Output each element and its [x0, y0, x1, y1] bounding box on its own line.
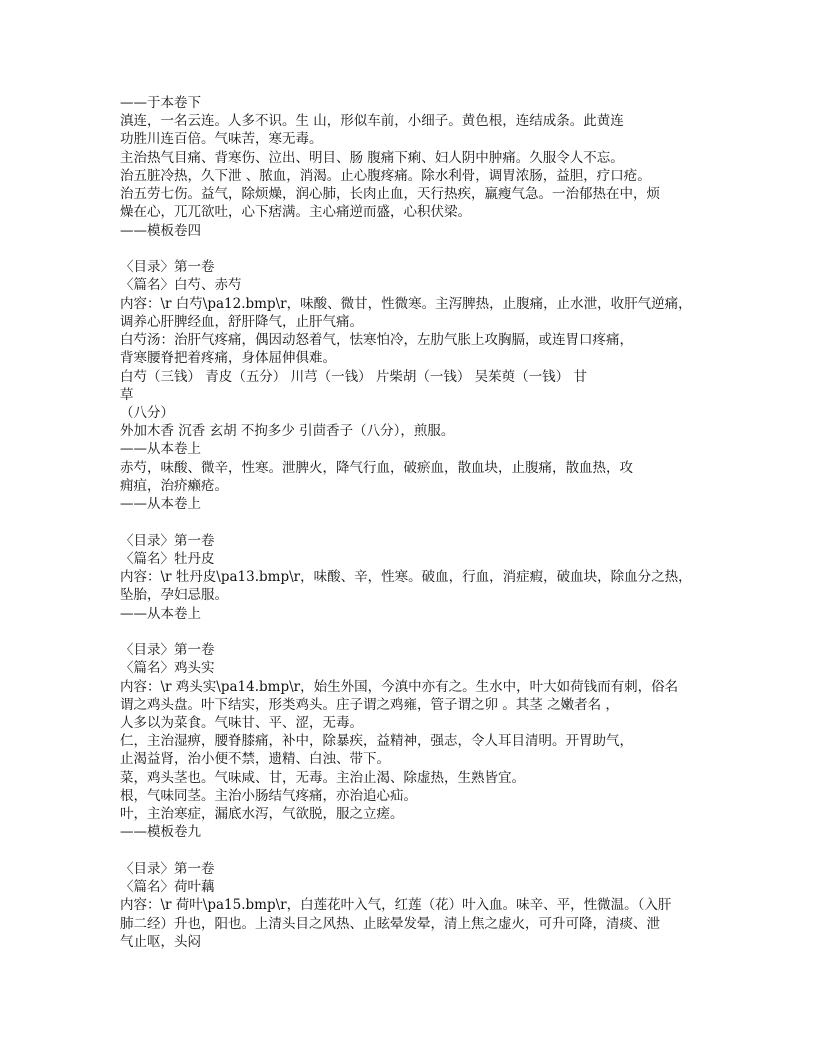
text-line: 痈疽，治疥癞疮。 [120, 477, 228, 494]
text-line: 根，气味同茎。主治小肠结气疼痛，亦治追心疝。 [120, 787, 417, 804]
source-line: ——模板卷九 [120, 824, 201, 841]
text-line: 〈篇名〉牡丹皮 [120, 550, 215, 567]
text-line: 坠胎，孕妇忌服。 [120, 587, 228, 604]
text-line: 主治热气目痛、背寒伤、泣出、明目、肠 腹痛下痢、妇人阴中肿痛。久服令人不忘。 [120, 149, 624, 166]
text-line: 外加木香 沉香 玄胡 不拘多少 引茴香子（八分），煎服。 [120, 423, 455, 440]
text-line: （八分） [120, 404, 174, 421]
text-line: 内容：\r 荷叶\pa15.bmp\r，白莲花叶入气，红莲（花）叶入血。味辛、平，性微温。（入肝 [120, 897, 672, 914]
source-line: ——于本卷下 [120, 95, 201, 111]
text-line: 〈篇名〉白芍、赤芍 [120, 277, 242, 294]
text-line: 气止呕，头闷 [120, 933, 201, 950]
text-line: 治五脏冷热，久下泄 、脓血，消渴。止心腹疼痛。除水利骨，调胃浓肠，益胆，疗口疮。 [120, 167, 651, 184]
text-line: 谓之鸡头盘。叶下结实，形类鸡头。庄子谓之鸡雍，管子谓之卯 。其茎 之嫩者名 ， [120, 696, 619, 713]
text-line: 〈目录〉第一卷 [120, 642, 215, 659]
blank-line [120, 240, 720, 258]
source-line: ——从本卷上 [120, 605, 201, 622]
text-line: 〈篇名〉鸡头实 [120, 660, 215, 677]
text-line: 燥在心，兀兀欲吐，心下痞满。主心痛逆而盛，心积伏梁。 [120, 204, 471, 221]
text-line: 滇连，一名云连。人多不识。生 山，形似车前，小细子。黄色根，连结成条。此黄连 [120, 113, 624, 130]
text-line: 内容：\r 白芍\pa12.bmp\r，味酸、微甘，性微寒。主泻脾热，止腹痛，止水泄，收肝气逆痛， [120, 295, 692, 312]
text-line: 白芍（三钱） 青皮（五分） 川芎（一钱） 片柴胡（一钱） 吴茱萸（一钱） 甘 [120, 368, 587, 385]
text-line: 内容：\r 鸡头实\pa14.bmp\r，始生外国，今滇中亦有之。生水中，叶大如荷钱而有刺，俗名 [120, 678, 679, 695]
text-line: 〈篇名〉荷叶藕 [120, 879, 215, 896]
blank-line [120, 842, 720, 860]
text-line: 功胜川连百倍。气味苦，寒无毒。 [120, 131, 323, 148]
text-line: 草 [120, 386, 134, 403]
text-line: 〈目录〉第一卷 [120, 259, 215, 276]
text-line: 止渴益肾，治小便不禁，遗精、白浊、带下。 [120, 751, 390, 768]
text-line: 白芍汤：治肝气疼痛，偶因动怒着气，怯寒怕冷，左肋气胀上攻胸膈，或连胃口疼痛， [120, 332, 633, 349]
text-line: 肺二经）升也，阳也。上清头目之风热、止眩晕发晕，清上焦之虚火，可升可降，清痰、泄 [120, 915, 660, 932]
text-line: 〈目录〉第一卷 [120, 860, 215, 877]
text-line: 赤芍，味酸、微辛，性寒。泄脾火，降气行血，破瘀血，散血块，止腹痛，散血热，攻 [120, 459, 633, 476]
text-line: 背寒腰脊把着疼痛，身体屈伸俱难。 [120, 350, 336, 367]
text-line: 调养心肝脾经血，舒肝降气，止肝气痛。 [120, 313, 363, 330]
text-line: 菜，鸡头茎也。气味咸、甘，无毒。主治止渴、除虚热，生熟皆宜。 [120, 769, 525, 786]
source-line: ——从本卷上 [120, 441, 201, 458]
text-line: 治五劳七伤。益气，除烦燥，润心肺，长肉止血，天行热疾，羸瘦气急。一治郁热在中，烦 [120, 186, 660, 203]
text-line: 人多以为菜食。气味甘、平、涩，无毒。 [120, 714, 363, 731]
text-line: 仁，主治湿痹，腰脊膝痛，补中，除暴疾，益精神，强志，令人耳目清明。开胃助气， [120, 733, 633, 750]
text-line: 〈目录〉第一卷 [120, 532, 215, 549]
blank-line [120, 513, 720, 531]
text-line: 叶，主治寒症，漏底水泻，气欲脱，服之立瘥。 [120, 806, 404, 823]
text-line: 内容：\r 牡丹皮\pa13.bmp\r，味酸、辛，性寒。破血，行血，消症瘕，破血块，除血分之热， [120, 569, 692, 586]
source-line: ——模板卷四 [120, 222, 201, 239]
document-body [120, 94, 720, 951]
source-line: ——从本卷上 [120, 496, 201, 513]
blank-line [120, 623, 720, 641]
